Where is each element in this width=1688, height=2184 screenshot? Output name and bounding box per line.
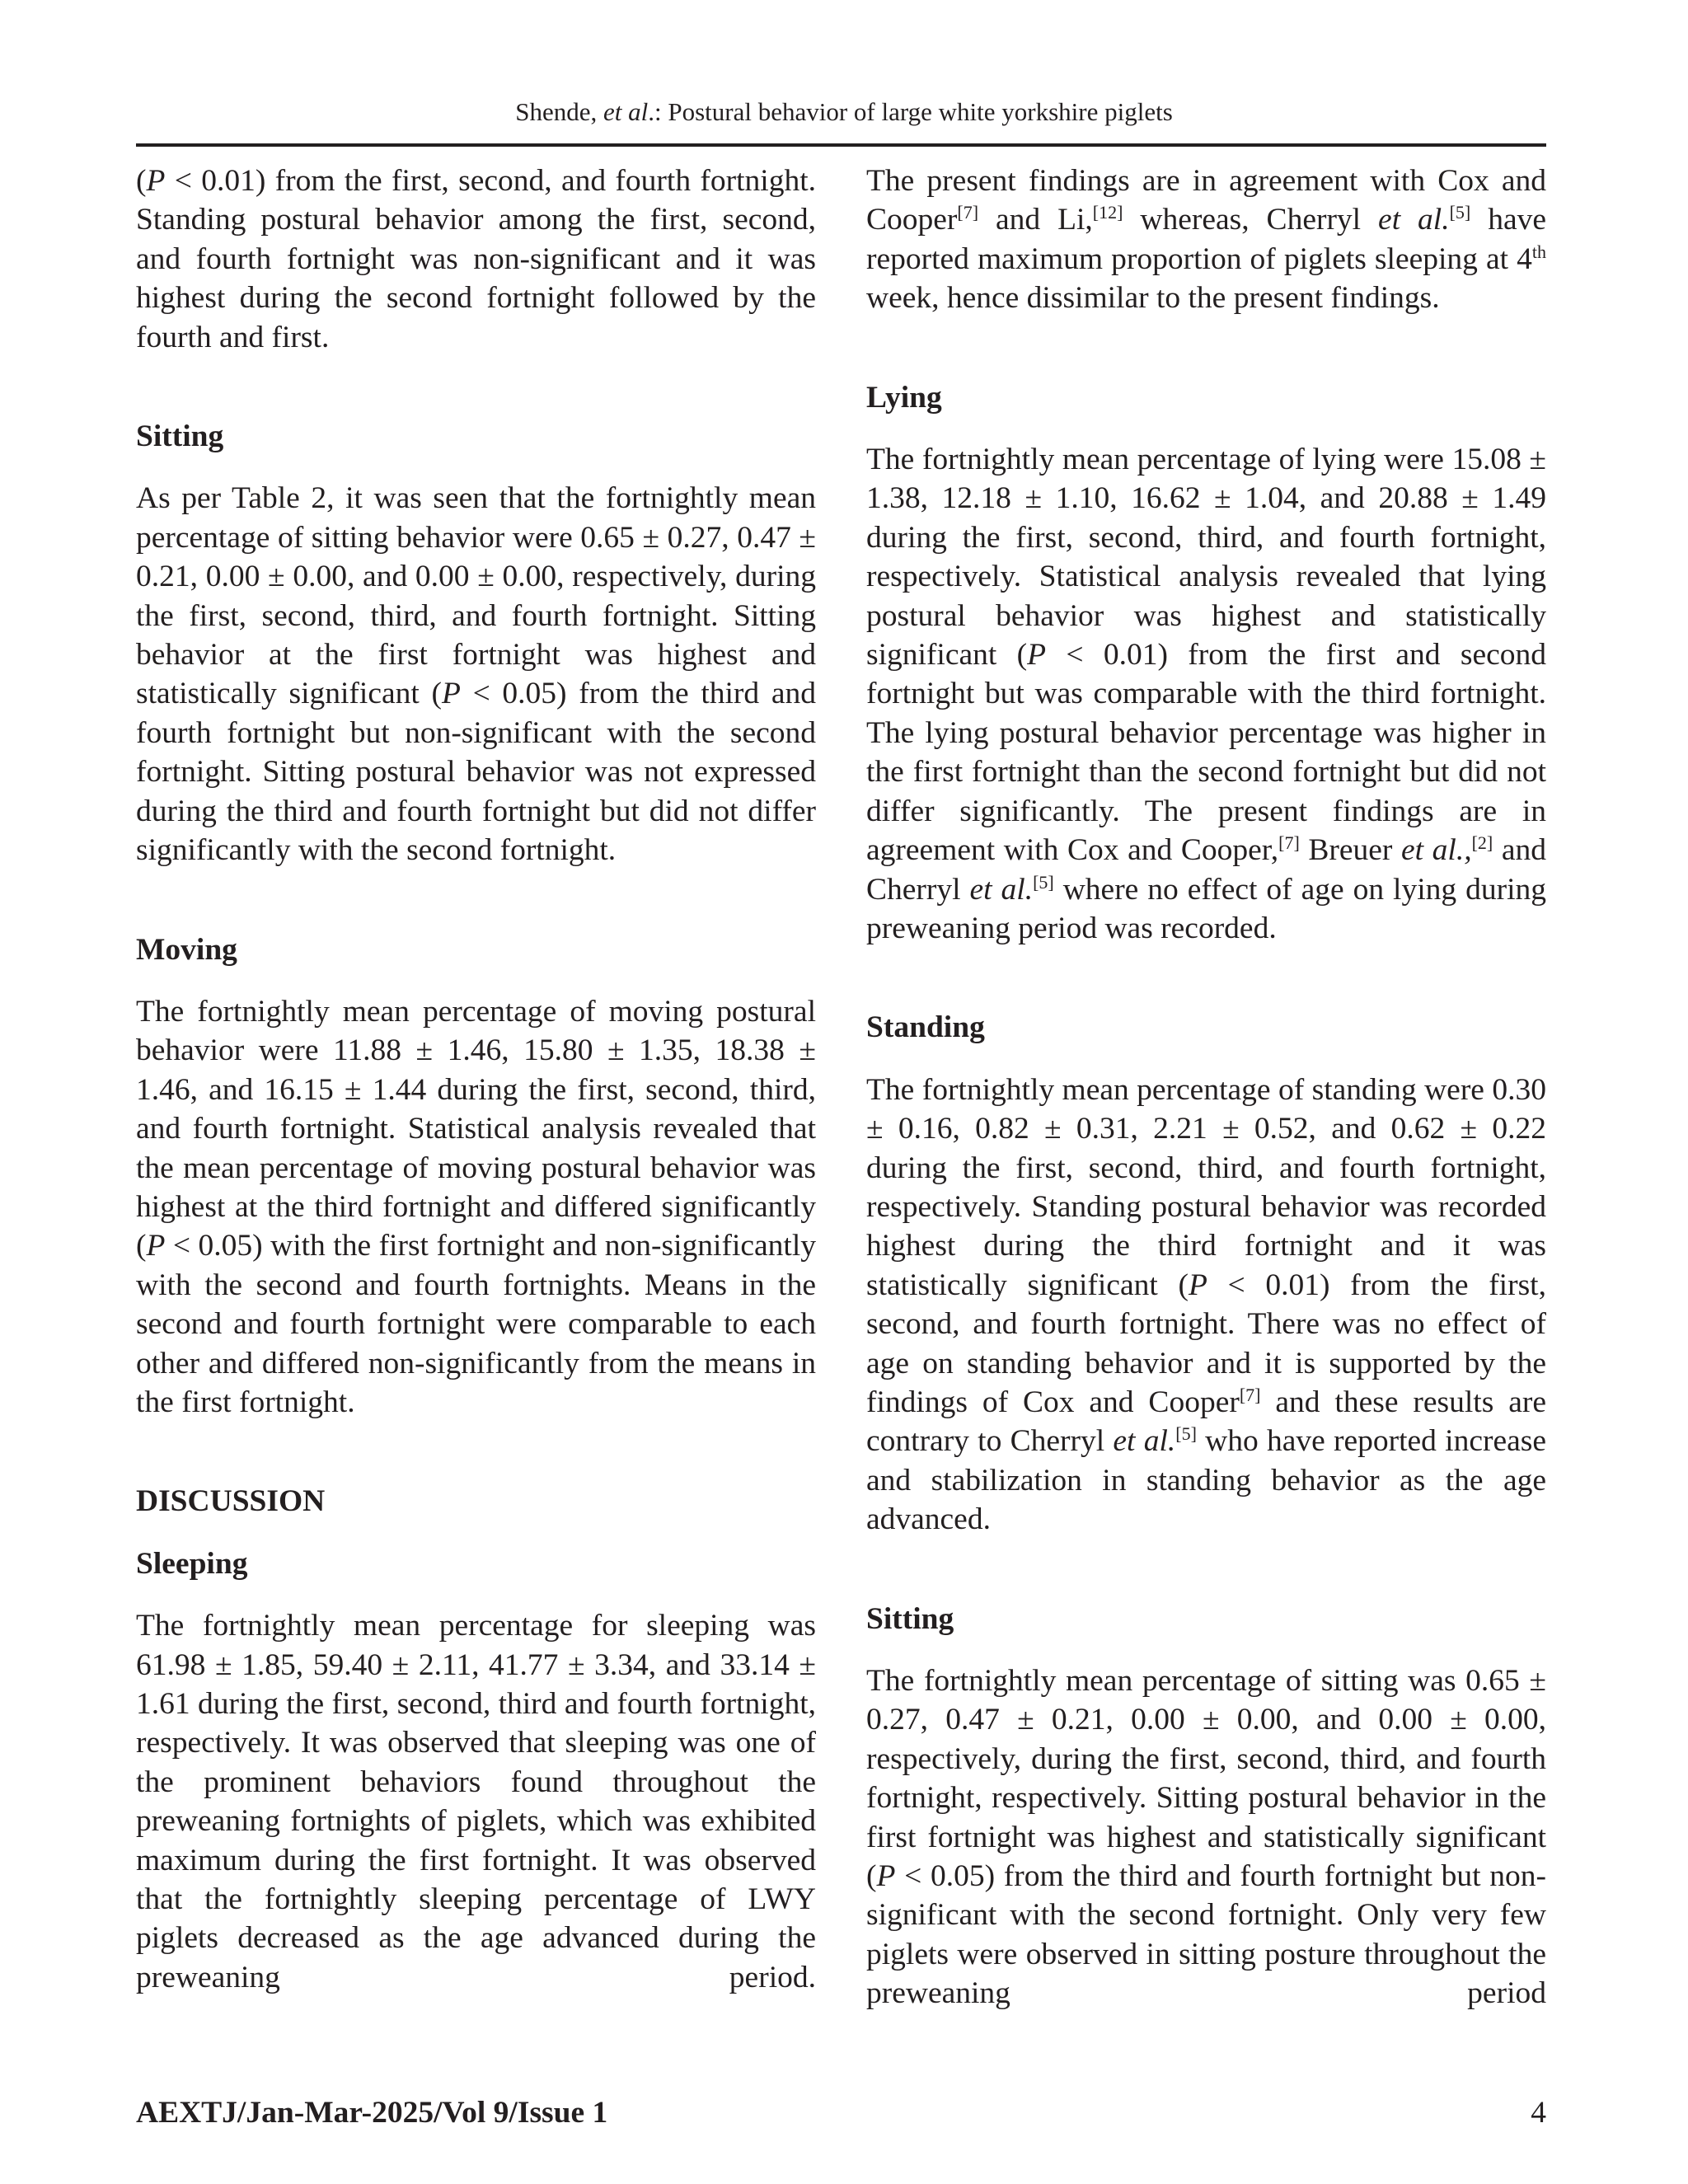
page-number: 4 <box>1531 2096 1546 2130</box>
right-column <box>866 162 1546 2013</box>
heading-moving: Moving <box>136 932 237 967</box>
paragraph-sleeping-continued: The present findings are in agreement with Cox and Cooper[7] and Li,[12] whereas, Cherryl et al.[5] have reported maximum proportion of piglets sleeping at 4th week, hence dissimilar to the present findings. <box>866 164 1546 316</box>
heading-standing: Standing <box>866 1010 985 1045</box>
heading-sitting-results: Sitting <box>136 419 224 454</box>
paragraph-lying: The fortnightly mean percentage of lying were 15.08 ± 1.38, 12.18 ± 1.10, 16.62 ± 1.04, and 20.88 ± 1.49 during the first, second, third, and fourth fortnight, respectively. Statistical analysis revealed that lying postural behavior was highest and statistically significant (P < 0.01) from the first and second fortnight but was comparable with the third fortnight. The lying postural behavior percentage was higher in the first fortnight than the second fortnight but did not differ significantly. The present findings are in agreement with Cox and Cooper,[7] Breuer et al.,[2] and Cherryl et al.[5] where no effect of age on lying during preweaning period was recorded. <box>866 443 1546 945</box>
paragraph-standing: The fortnightly mean percentage of standing were 0.30 ± 0.16, 0.82 ± 0.31, 2.21 ± 0.52, and 0.62 ± 0.22 during the first, second, third, and fourth fortnight, respectively. Standing postural behavior was recorded highest during the third fortnight and it was statistically significant (P < 0.01) from the first, second, and fourth fortnight. There was no effect of age on standing behavior and it is supported by the findings of Cox and Cooper[7] and these results are contrary to Cherryl et al.[5] who have reported increase and stabilization in standing behavior as the age advanced. <box>866 1072 1547 1537</box>
paragraph-standing-continued: (P < 0.01) from the first, second, and fourth fortnight. Standing postural behavior among the first, second, and fourth fortnight was non-significant and it was highest during the second fortnight followed by the fourth and first. <box>136 164 816 354</box>
heading-sitting-discussion: Sitting <box>866 1601 954 1636</box>
paragraph-moving: The fortnightly mean percentage of moving postural behavior were 11.88 ± 1.46, 15.80 ± 1.35, 18.38 ± 1.46, and 16.15 ± 1.44 during the first, second, third, and fourth fortnight. Statistical analysis revealed that the mean percentage of moving postural behavior was highest at the third fortnight and differed significantly (P < 0.05) with the first fortnight and non-significantly with the second and fourth fortnights. Means in the second and fourth fortnight were comparable to each other and differed non-significantly from the means in the first fortnight. <box>136 994 816 1419</box>
header-author: Shende, <box>515 97 603 126</box>
running-header <box>0 96 1688 129</box>
paragraph-sitting-discussion: The fortnightly mean percentage of sitting was 0.65 ± 0.27, 0.47 ± 0.21, 0.00 ± 0.00, and 0.00 ± 0.00, respectively, during the first, second, third, and fourth fortnight, respectively. Sitting postural behavior in the first fortnight was highest and statistically significant (P < 0.05) from the third and fourth fortnight but non-significant with the second fortnight. Only very few piglets were observed in sitting posture throughout the preweaning period <box>866 1664 1546 2011</box>
heading-lying: Lying <box>866 380 942 415</box>
header-rule <box>136 143 1546 147</box>
header-et-al: et al <box>603 97 649 126</box>
paragraph-sitting-results: As per Table 2, it was seen that the fortnightly mean percentage of sitting behavior were 0.65 ± 0.27, 0.47 ± 0.21, 0.00 ± 0.00, and 0.00 ± 0.00, respectively, during the first, second, third, and fourth fortnight. Sitting behavior at the first fortnight was highest and statistically significant (P < 0.05) from the third and fourth fortnight but non-significant with the second fortnight. Sitting postural behavior was not expressed during the third and fourth fortnight but did not differ significantly with the second fortnight. <box>136 481 816 868</box>
paragraph-sleeping: The fortnightly mean percentage for sleeping was 61.98 ± 1.85, 59.40 ± 2.11, 41.77 ± 3.34, and 33.14 ± 1.61 during the first, second, third and fourth fortnight, respectively. It was observed that sleeping was one of the prominent behaviors found throughout the preweaning fortnights of piglets, which was exhibited maximum during the first fortnight. It was observed that the fortnightly sleeping percentage of LWY piglets decreased as the age advanced during the preweaning period. <box>136 1609 816 1994</box>
heading-sleeping: Sleeping <box>136 1546 248 1581</box>
header-title: .: Postural behavior of large white yorkshire piglets <box>648 97 1173 126</box>
heading-discussion: DISCUSSION <box>136 1484 326 1519</box>
journal-issue: AEXTJ/Jan-Mar-2025/Vol 9/Issue 1 <box>136 2096 608 2130</box>
left-column <box>136 162 816 1997</box>
